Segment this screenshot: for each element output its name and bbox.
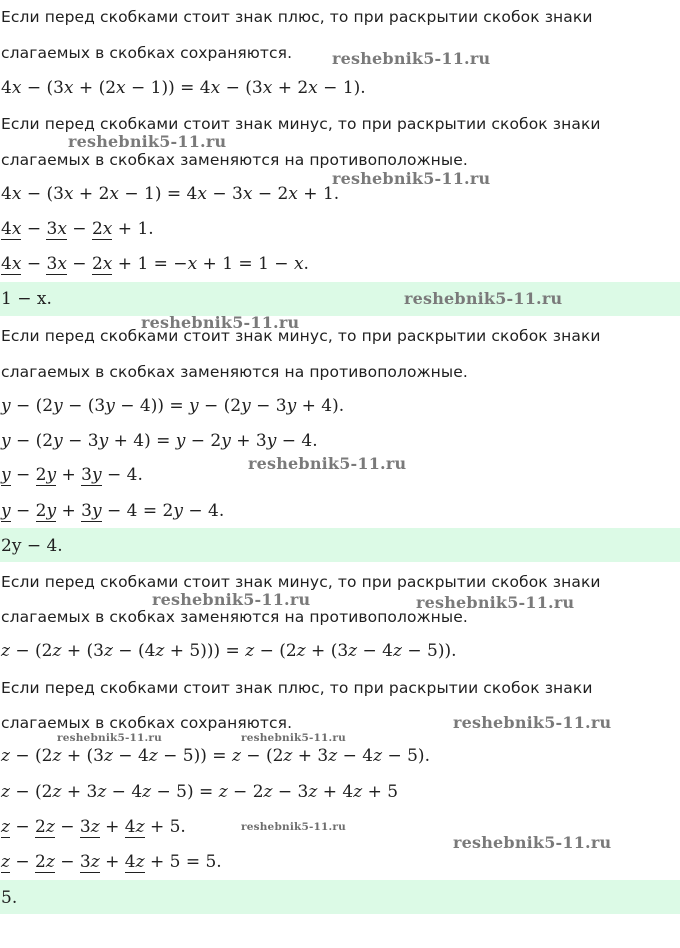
rule-text: слагаемых в скобках заменяются на противоположные. [1, 363, 468, 381]
watermark: reshebnik5-11.ru [453, 713, 612, 732]
math-line: z − 2z − 3z + 4z + 5 = 5. [1, 852, 222, 872]
answer-box [0, 880, 680, 914]
rule-text: слагаемых в скобках сохраняются. [1, 44, 293, 62]
math-line: 4x − 3x − 2x + 1 = −x + 1 = 1 − x. [1, 254, 309, 274]
math-line: y − 2y + 3y − 4 = 2y − 4. [1, 501, 225, 521]
math-line: 4x − (3x + 2x − 1) = 4x − 3x − 2x + 1. [1, 184, 340, 204]
rule-text: Если перед скобками стоит знак минус, то при раскрытии скобок знаки [1, 573, 601, 591]
answer-box [0, 282, 680, 316]
watermark: reshebnik5-11.ru [416, 593, 575, 612]
watermark: reshebnik5-11.ru [141, 313, 300, 332]
math-line: y − (2y − 3y + 4) = y − 2y + 3y − 4. [1, 431, 318, 451]
rule-text: Если перед скобками стоит знак минус, то при раскрытии скобок знаки [1, 115, 601, 133]
watermark: reshebnik5-11.ru [453, 833, 612, 852]
watermark: reshebnik5-11.ru [241, 821, 346, 833]
rule-text: слагаемых в скобках заменяются на противоположные. [1, 151, 468, 169]
watermark: reshebnik5-11.ru [332, 49, 491, 68]
watermark: reshebnik5-11.ru [152, 590, 311, 609]
watermark: reshebnik5-11.ru [332, 169, 491, 188]
rule-text: Если перед скобками стоит знак минус, то при раскрытии скобок знаки [1, 327, 601, 345]
math-line: y − 2y + 3y − 4. [1, 465, 143, 485]
math-line: y − (2y − (3y − 4)) = y − (2y − 3y + 4). [1, 396, 345, 416]
answer-value: 5. [1, 888, 18, 908]
math-line: 4x − (3x + (2x − 1)) = 4x − (3x + 2x − 1). [1, 78, 366, 98]
rule-text: Если перед скобками стоит знак плюс, то при раскрытии скобок знаки [1, 679, 593, 697]
answer-value: 1 − x. [1, 289, 52, 309]
rule-text: слагаемых в скобках сохраняются. [1, 714, 293, 732]
watermark: reshebnik5-11.ru [68, 132, 227, 151]
math-line: z − (2z + (3z − (4z + 5))) = z − (2z + (3z − 4z − 5)). [1, 641, 457, 661]
answer-value: 2y − 4. [1, 536, 63, 556]
rule-text: слагаемых в скобках заменяются на противоположные. [1, 608, 468, 626]
math-line: z − (2z + (3z − 4z − 5)) = z − (2z + 3z − 4z − 5). [1, 746, 430, 766]
watermark: reshebnik5-11.ru [57, 732, 162, 744]
rule-text: Если перед скобками стоит знак плюс, то при раскрытии скобок знаки [1, 8, 593, 26]
watermark: reshebnik5-11.ru [241, 732, 346, 744]
answer-box [0, 528, 680, 562]
math-line: 4x − 3x − 2x + 1. [1, 219, 154, 239]
math-line: z − (2z + 3z − 4z − 5) = z − 2z − 3z + 4z + 5 [1, 782, 399, 802]
watermark: reshebnik5-11.ru [248, 454, 407, 473]
math-line: z − 2z − 3z + 4z + 5. [1, 817, 186, 837]
watermark: reshebnik5-11.ru [404, 289, 563, 308]
